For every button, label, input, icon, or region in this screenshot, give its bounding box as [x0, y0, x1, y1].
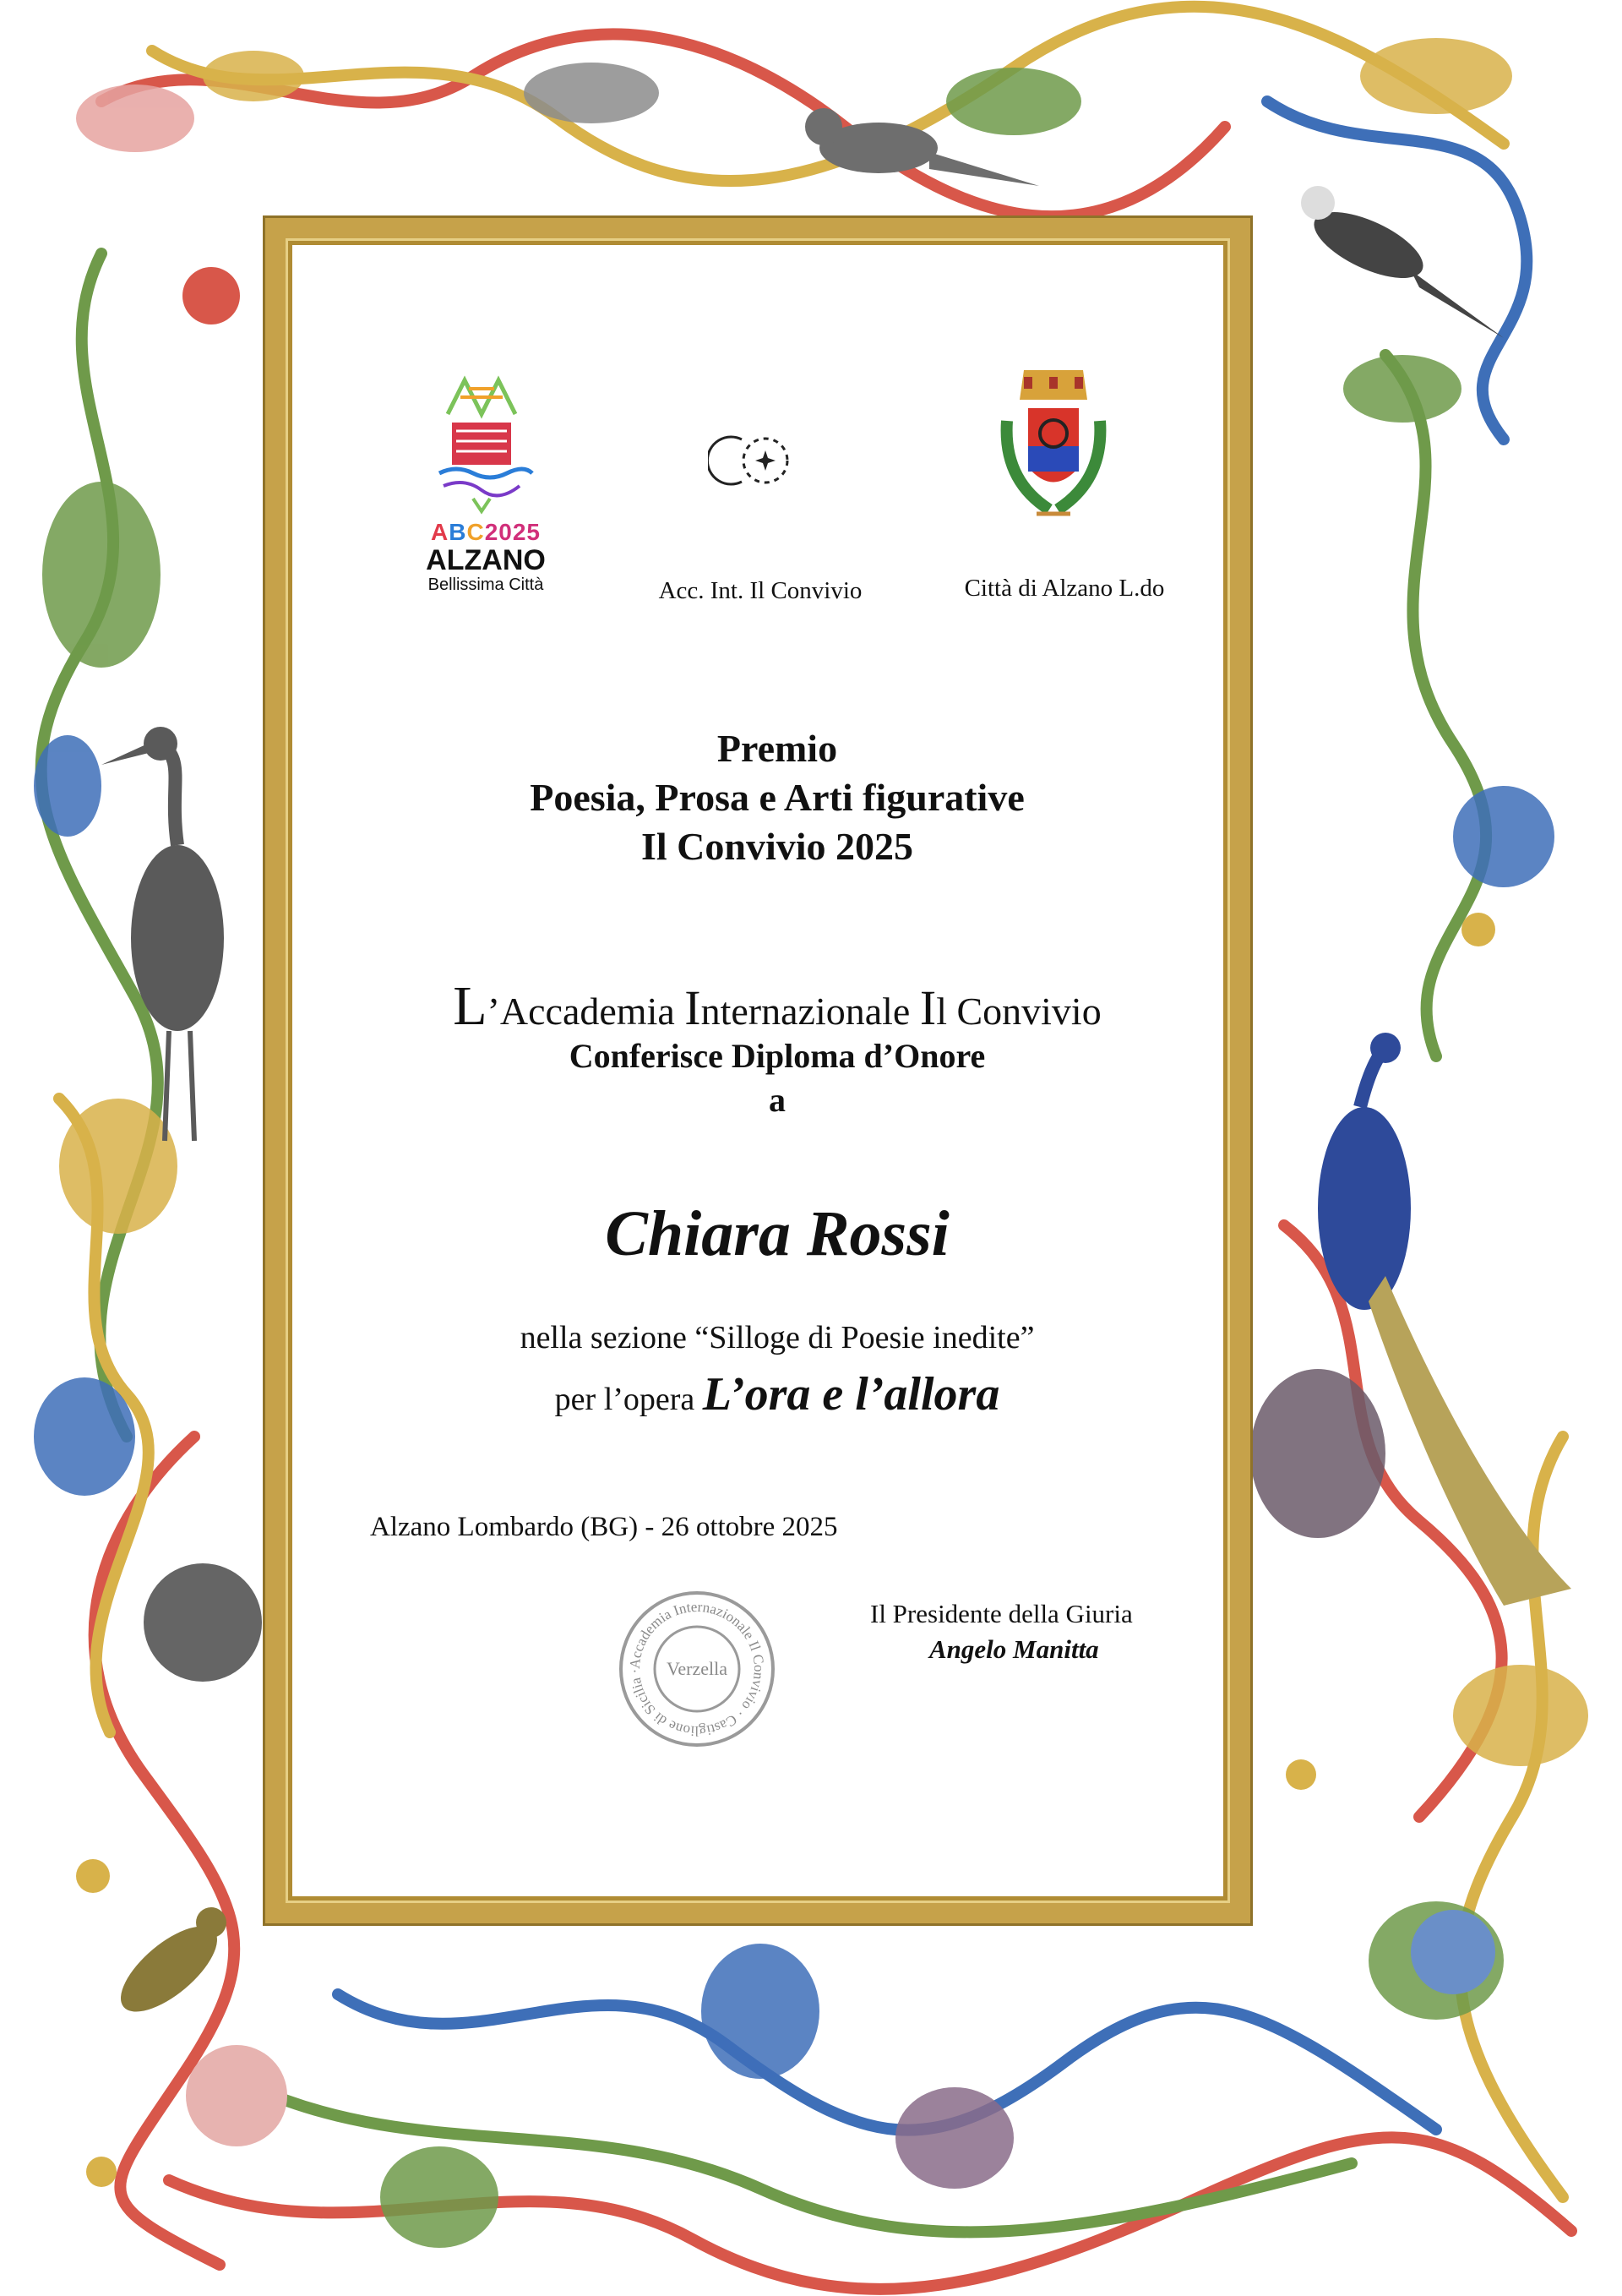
leaf — [895, 2087, 1014, 2189]
leaf — [144, 1563, 262, 1682]
leaf — [34, 735, 101, 837]
award-title — [270, 724, 1284, 871]
president-name: Angelo Manitta — [929, 1634, 1099, 1664]
bird-top-right — [1301, 186, 1504, 338]
vine-bottom-blue — [338, 1994, 1436, 2130]
academy-seal-stamp — [617, 1589, 777, 1749]
leaf — [946, 68, 1081, 135]
leaf — [1453, 1665, 1588, 1766]
vine-bottom-red — [169, 2137, 1571, 2289]
convivio-logo-icon — [708, 427, 809, 494]
flower — [182, 267, 240, 324]
leaf — [34, 1377, 135, 1496]
vine-right-green — [1385, 355, 1486, 1056]
abc-logo-tagline: Bellissima Città — [427, 575, 544, 594]
abc-logo-year: ABC2025 — [431, 519, 541, 545]
confers-line: Conferisce Diploma d’Onore — [569, 1037, 986, 1075]
alzano-coat-of-arms-icon — [990, 362, 1117, 539]
leaf — [1343, 355, 1461, 423]
convivio-label: Acc. Int. Il Convivio — [658, 577, 863, 604]
to-line: a — [769, 1081, 786, 1119]
flower — [1411, 1910, 1495, 1994]
gold-dot — [76, 1859, 110, 1893]
leaf — [1360, 38, 1512, 114]
opera-line — [270, 1367, 1284, 1426]
seal-center-text: Verzella — [666, 1658, 728, 1679]
leaf — [203, 51, 304, 101]
seal-ring-text: Accademia Internazionale Il Convivio · Castiglione di Sicilia · — [626, 1598, 768, 1740]
place-date: Alzano Lombardo (BG) - 26 ottobre 2025 — [370, 1512, 838, 1542]
gold-dot — [1461, 913, 1495, 946]
leaf — [42, 482, 161, 668]
award-title-line-1: Premio — [716, 727, 838, 770]
gold-dot — [1286, 1759, 1316, 1790]
president-title: Il Presidente della Giuria — [870, 1599, 1133, 1628]
leaf — [1453, 786, 1554, 887]
abc-alzano-logo — [422, 363, 549, 608]
gold-dot — [86, 2157, 117, 2187]
abc-logo-mark-icon — [422, 363, 541, 515]
recipient-name: Chiara Rossi — [605, 1198, 950, 1269]
opera-title: L’ora e l’allora — [702, 1368, 1000, 1421]
leaf — [76, 85, 194, 152]
abc-logo-city: ALZANO — [426, 544, 546, 576]
flower — [186, 2045, 287, 2146]
section-line: nella sezione “Silloge di Poesie inedite” — [520, 1320, 1035, 1355]
leaf — [701, 1944, 819, 2079]
award-title-line-2: Poesia, Prosa e Arti figurative — [530, 776, 1025, 819]
leaf — [59, 1099, 177, 1234]
bird-bottom-left — [107, 1907, 231, 2026]
opera-prefix: per l’opera — [554, 1382, 695, 1417]
citta-label: Città di Alzano L.do — [964, 575, 1165, 602]
academy-line: L’Accademia Internazionale Il Convivio — [453, 975, 1102, 1037]
award-title-line-3: Il Convivio 2025 — [640, 825, 914, 868]
leaf — [524, 63, 659, 123]
leaf — [380, 2146, 498, 2248]
